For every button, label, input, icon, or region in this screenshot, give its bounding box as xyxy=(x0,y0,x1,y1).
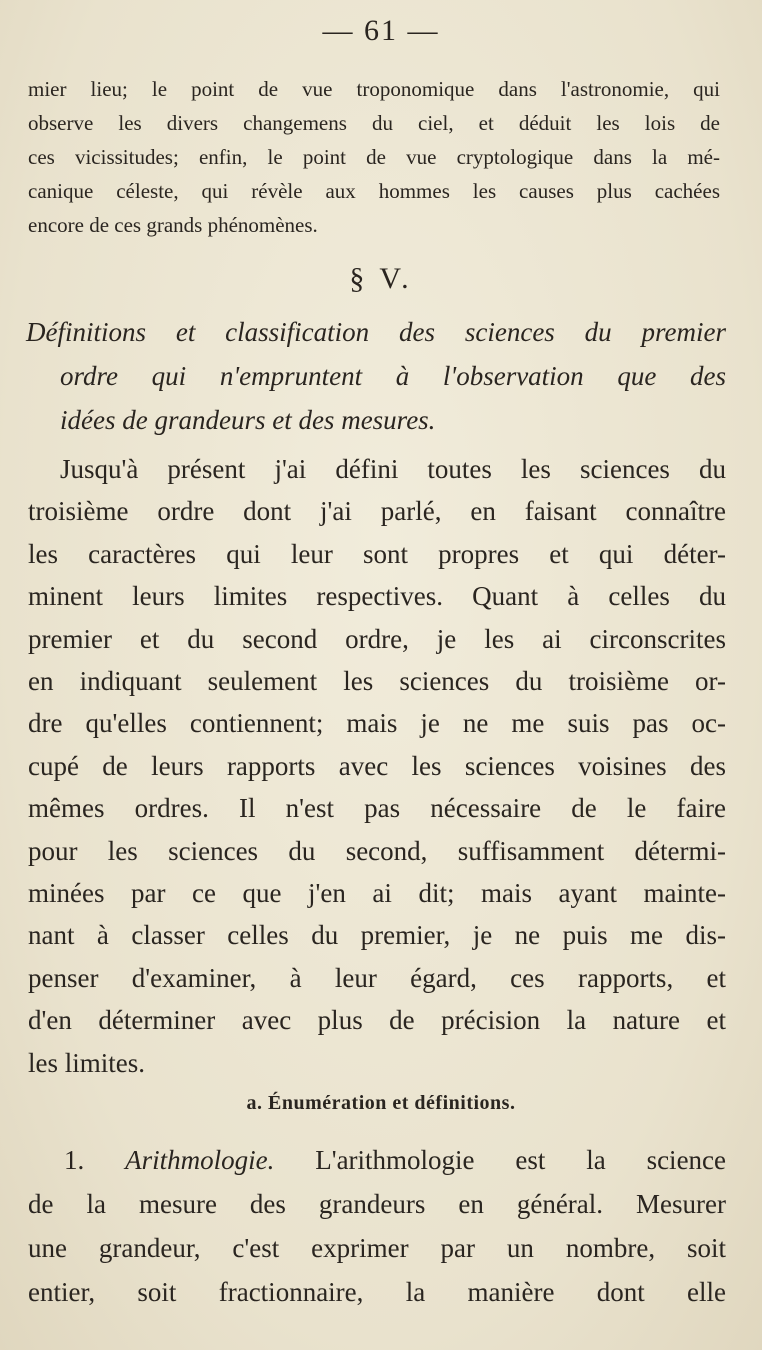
subsection-heading: a. Énumération et définitions. xyxy=(246,1092,516,1114)
page-number: — 61 — xyxy=(322,14,440,47)
text-line: ces vicissitudes; enfin, le point de vue cryptologique dans la mé- xyxy=(28,145,720,169)
text-line: entier, soit fractionnaire, la manière dont elle xyxy=(28,1277,726,1307)
text-line: premier et du second ordre, je les ai circonscrites xyxy=(28,623,726,654)
definition-paragraph xyxy=(28,1138,726,1314)
text-line: mêmes ordres. Il n'est pas nécessaire de le faire xyxy=(28,793,726,824)
text-line: mier lieu; le point de vue troponomique dans l'astronomie, qui xyxy=(28,77,720,101)
text-line: les caractères qui leur sont propres et qui déter- xyxy=(28,538,726,569)
heading-line: Définitions et classification des sciences du premier xyxy=(26,317,726,347)
defined-term: Arithmologie. xyxy=(125,1145,275,1175)
text-line: troisième ordre dont j'ai parlé, en faisant connaître xyxy=(28,496,726,527)
text-line: les limites. xyxy=(28,1047,145,1078)
item-number: 1. xyxy=(64,1145,85,1175)
definition-text: L'arithmologie est la science xyxy=(315,1145,727,1175)
intro-paragraph xyxy=(28,72,720,242)
text-line: une grandeur, c'est exprimer par un nombre, soit xyxy=(28,1233,726,1263)
section-mark: § V. xyxy=(349,262,413,295)
text-line: pour les sciences du second, suffisamment détermi- xyxy=(28,835,726,866)
heading-line: idées de grandeurs et des mesures. xyxy=(60,405,436,435)
text-line: dre qu'elles contiennent; mais je ne me suis pas oc- xyxy=(28,708,726,739)
text-line: cupé de leurs rapports avec les sciences voisines des xyxy=(28,750,726,781)
section-heading xyxy=(26,310,726,442)
body-paragraph xyxy=(28,448,726,1084)
text-line: minées par ce que j'en ai dit; mais ayant mainte- xyxy=(28,878,726,909)
text-line: nant à classer celles du premier, je ne puis me dis- xyxy=(28,920,726,951)
text-line: minent leurs limites respectives. Quant à celles du xyxy=(28,581,726,612)
heading-line: ordre qui n'empruntent à l'observation que des xyxy=(60,361,726,391)
text-line: de la mesure des grandeurs en général. Mesurer xyxy=(28,1189,726,1219)
definition-first-line xyxy=(28,1138,726,1182)
text-line: canique céleste, qui révèle aux hommes les causes plus cachées xyxy=(28,179,720,203)
text-line: d'en déterminer avec plus de précision la nature et xyxy=(28,1005,726,1036)
text-line: observe les divers changemens du ciel, et déduit les lois de xyxy=(28,111,720,135)
text-line: encore de ces grands phénomènes. xyxy=(28,213,318,237)
text-line: penser d'examiner, à leur égard, ces rapports, et xyxy=(28,962,726,993)
text-line: Jusqu'à présent j'ai défini toutes les sciences du xyxy=(60,454,726,484)
text-line: en indiquant seulement les sciences du troisième or- xyxy=(28,666,726,697)
